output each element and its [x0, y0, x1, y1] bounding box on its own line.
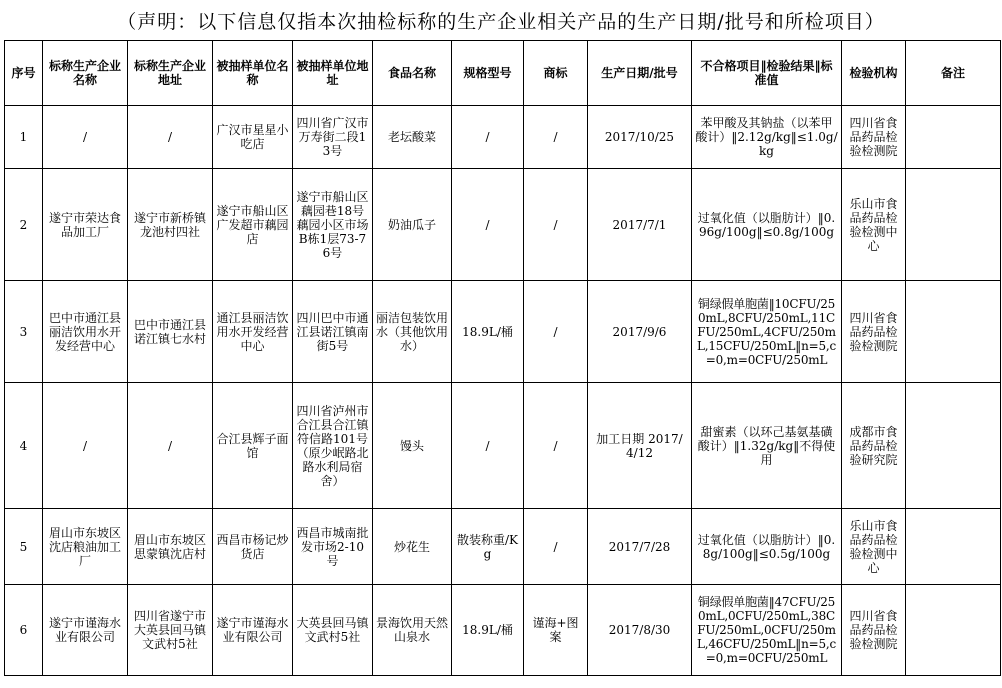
cell-food: 炒花生	[373, 509, 452, 585]
cell-sampled-name: 合江县辉子面馆	[213, 383, 293, 509]
table-row	[5, 106, 1001, 169]
cell-result: 甜蜜素（以环己基氨基磺酸计）‖1.32g/kg‖不得使用	[692, 383, 842, 509]
cell-no: 4	[5, 383, 43, 509]
cell-sampled-addr: 四川省广汉市万寿街二段13号	[293, 106, 373, 169]
cell-food: 老坛酸菜	[373, 106, 452, 169]
cell-remark	[906, 281, 1001, 383]
cell-brand: /	[524, 106, 588, 169]
table-row	[5, 585, 1001, 676]
cell-agency: 四川省食品药品检验检测院	[842, 281, 906, 383]
col-header-date: 生产日期/批号	[588, 41, 692, 106]
cell-result: 过氧化值（以脂肪计）‖0.96g/100g‖≤0.8g/100g	[692, 169, 842, 281]
cell-food: 景海饮用天然山泉水	[373, 585, 452, 676]
cell-sampled-name: 广汉市星星小吃店	[213, 106, 293, 169]
cell-maker-addr: /	[128, 383, 213, 509]
cell-maker-name: 遂宁市荣达食品加工厂	[43, 169, 128, 281]
cell-maker-name: 遂宁市谨海水业有限公司	[43, 585, 128, 676]
inspection-table	[4, 40, 1001, 676]
cell-result: 过氧化值（以脂肪计）‖0.8g/100g‖≤0.5g/100g	[692, 509, 842, 585]
col-header-remark: 备注	[906, 41, 1001, 106]
cell-sampled-addr: 遂宁市船山区藕园巷18号藕园小区市场B栋1层73-76号	[293, 169, 373, 281]
cell-date: 2017/7/28	[588, 509, 692, 585]
cell-no: 1	[5, 106, 43, 169]
cell-food: 奶油瓜子	[373, 169, 452, 281]
cell-maker-name: /	[43, 383, 128, 509]
cell-food: 馒头	[373, 383, 452, 509]
cell-date: 2017/8/30	[588, 585, 692, 676]
col-header-sampled-addr: 被抽样单位地址	[293, 41, 373, 106]
cell-brand: 谨海+图案	[524, 585, 588, 676]
col-header-result: 不合格项目‖检验结果‖标准值	[692, 41, 842, 106]
col-header-agency: 检验机构	[842, 41, 906, 106]
cell-no: 5	[5, 509, 43, 585]
cell-sampled-addr: 西昌市城南批发市场2-10号	[293, 509, 373, 585]
cell-spec: /	[452, 169, 524, 281]
col-header-brand: 商标	[524, 41, 588, 106]
cell-brand: /	[524, 509, 588, 585]
cell-agency: 成都市食品药品检验研究院	[842, 383, 906, 509]
cell-date: 2017/9/6	[588, 281, 692, 383]
cell-date: 2017/7/1	[588, 169, 692, 281]
cell-maker-name: 巴中市通江县丽洁饮用水开发经营中心	[43, 281, 128, 383]
cell-sampled-name: 西昌市杨记炒货店	[213, 509, 293, 585]
cell-brand: /	[524, 169, 588, 281]
cell-spec: 散装称重/Kg	[452, 509, 524, 585]
cell-maker-addr: 巴中市通江县诺江镇七水村	[128, 281, 213, 383]
cell-remark	[906, 106, 1001, 169]
col-header-maker-addr: 标称生产企业地址	[128, 41, 213, 106]
cell-agency: 四川省食品药品检验检测院	[842, 106, 906, 169]
cell-food: 丽洁包装饮用水（其他饮用水）	[373, 281, 452, 383]
cell-no: 2	[5, 169, 43, 281]
table-row	[5, 281, 1001, 383]
cell-spec: 18.9L/桶	[452, 585, 524, 676]
cell-no: 6	[5, 585, 43, 676]
header-row	[5, 41, 1001, 106]
cell-date: 2017/10/25	[588, 106, 692, 169]
cell-remark	[906, 585, 1001, 676]
disclaimer-notice: （声明：以下信息仅指本次抽检标称的生产企业相关产品的生产日期/批号和所检项目）	[117, 10, 885, 33]
cell-maker-addr: 遂宁市新桥镇龙池村四社	[128, 169, 213, 281]
cell-remark	[906, 169, 1001, 281]
cell-sampled-name: 通江县丽洁饮用水开发经营中心	[213, 281, 293, 383]
cell-result: 苯甲酸及其钠盐（以苯甲酸计）‖2.12g/kg‖≤1.0g/kg	[692, 106, 842, 169]
cell-maker-name: /	[43, 106, 128, 169]
cell-result: 铜绿假单胞菌‖10CFU/250mL,8CFU/250mL,11CFU/250mL,4CFU/250mL,15CFU/250mL‖n=5,c=0,m=0CFU/250mL	[692, 281, 842, 383]
cell-maker-addr: 四川省遂宁市大英县回马镇文武村5社	[128, 585, 213, 676]
cell-spec: 18.9L/桶	[452, 281, 524, 383]
cell-sampled-name: 遂宁市船山区广发超市藕园店	[213, 169, 293, 281]
cell-agency: 四川省食品药品检验检测院	[842, 585, 906, 676]
col-header-spec: 规格型号	[452, 41, 524, 106]
cell-maker-name: 眉山市东坡区沈店粮油加工厂	[43, 509, 128, 585]
cell-sampled-name: 遂宁市谨海水业有限公司	[213, 585, 293, 676]
col-header-food: 食品名称	[373, 41, 452, 106]
cell-result: 铜绿假单胞菌‖47CFU/250mL,0CFU/250mL,38CFU/250mL,0CFU/250mL,46CFU/250mL‖n=5,c=0,m=0CFU/250mL	[692, 585, 842, 676]
cell-sampled-addr: 四川巴中市通江县诺江镇南街5号	[293, 281, 373, 383]
table-row	[5, 509, 1001, 585]
cell-agency: 乐山市食品药品检验检测中心	[842, 169, 906, 281]
cell-date: 加工日期 2017/4/12	[588, 383, 692, 509]
cell-spec: /	[452, 106, 524, 169]
table-row	[5, 169, 1001, 281]
cell-brand: /	[524, 281, 588, 383]
col-header-no: 序号	[5, 41, 43, 106]
table-row	[5, 383, 1001, 509]
col-header-sampled-name: 被抽样单位名称	[213, 41, 293, 106]
cell-sampled-addr: 大英县回马镇文武村5社	[293, 585, 373, 676]
cell-spec: /	[452, 383, 524, 509]
cell-maker-addr: /	[128, 106, 213, 169]
col-header-maker-name: 标称生产企业名称	[43, 41, 128, 106]
cell-maker-addr: 眉山市东坡区思蒙镇沈店村	[128, 509, 213, 585]
cell-brand: /	[524, 383, 588, 509]
cell-agency: 乐山市食品药品检验检测中心	[842, 509, 906, 585]
cell-remark	[906, 509, 1001, 585]
cell-remark	[906, 383, 1001, 509]
cell-no: 3	[5, 281, 43, 383]
cell-sampled-addr: 四川省泸州市合江县合江镇符信路101号（原少岷路北路水利局宿舍）	[293, 383, 373, 509]
